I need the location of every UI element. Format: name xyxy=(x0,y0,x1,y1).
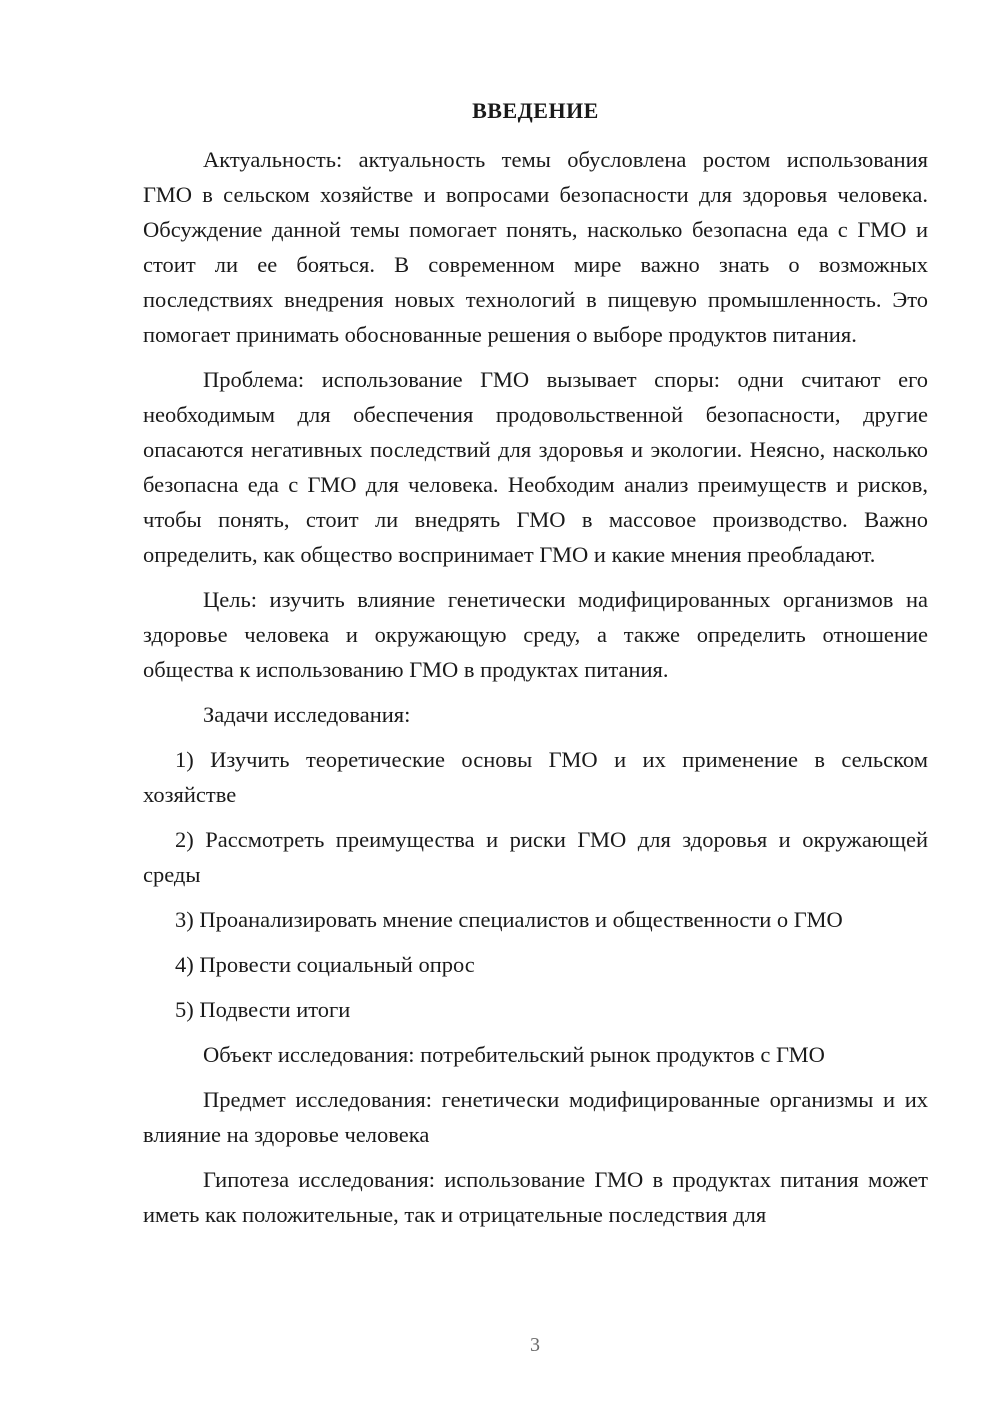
document-body xyxy=(143,142,928,1242)
hypothesis-paragraph: Гипотеза исследования: использование ГМО в продуктах питания может иметь как положительные, так и отрицательные последствия для xyxy=(143,1167,928,1227)
task-item-1: 1) Изучить теоретические основы ГМО и их применение в сельском хозяйстве xyxy=(143,747,928,807)
task-item-4: 4) Провести социальный опрос xyxy=(175,952,475,977)
task-item-3: 3) Проанализировать мнение специалистов и общественности о ГМО xyxy=(175,907,843,932)
task-item-2: 2) Рассмотреть преимущества и риски ГМО для здоровья и окружающей среды xyxy=(143,827,928,887)
tasks-heading: Задачи исследования: xyxy=(203,702,411,727)
subject-paragraph: Предмет исследования: генетически модифицированные организмы и их влияние на здоровье человека xyxy=(143,1087,928,1147)
object-paragraph: Объект исследования: потребительский рынок продуктов с ГМО xyxy=(203,1042,825,1067)
relevance-paragraph: Актуальность: актуальность темы обусловлена ростом использования ГМО в сельском хозяйстве и вопросами безопасности для здоровья человека. Обсуждение данной темы помогает понять, насколько безопасна еда с ГМО и стоит ли ее бояться. В современном мире важно знать о возможных последствиях внедрения новых технологий в пищевую промышленность. Это помогает принимать обоснованные решения о выборе продуктов питания. xyxy=(143,147,928,347)
goal-paragraph: Цель: изучить влияние генетически модифицированных организмов на здоровье человека и окружающую среду, а также определить отношение общества к использованию ГМО в продуктах питания. xyxy=(143,587,928,682)
problem-paragraph: Проблема: использование ГМО вызывает споры: одни считают его необходимым для обеспечения продовольственной безопасности, другие опасаются негативных последствий для здоровья и экологии. Неясно, насколько безопасна еда с ГМО для человека. Необходим анализ преимуществ и рисков, чтобы понять, стоит ли внедрять ГМО в массовое производство. Важно определить, как общество воспринимает ГМО и какие мнения преобладают. xyxy=(143,367,928,567)
page-title: ВВЕДЕНИЕ xyxy=(472,98,599,123)
page-number: 3 xyxy=(530,1334,540,1356)
task-item-5: 5) Подвести итоги xyxy=(175,997,351,1022)
